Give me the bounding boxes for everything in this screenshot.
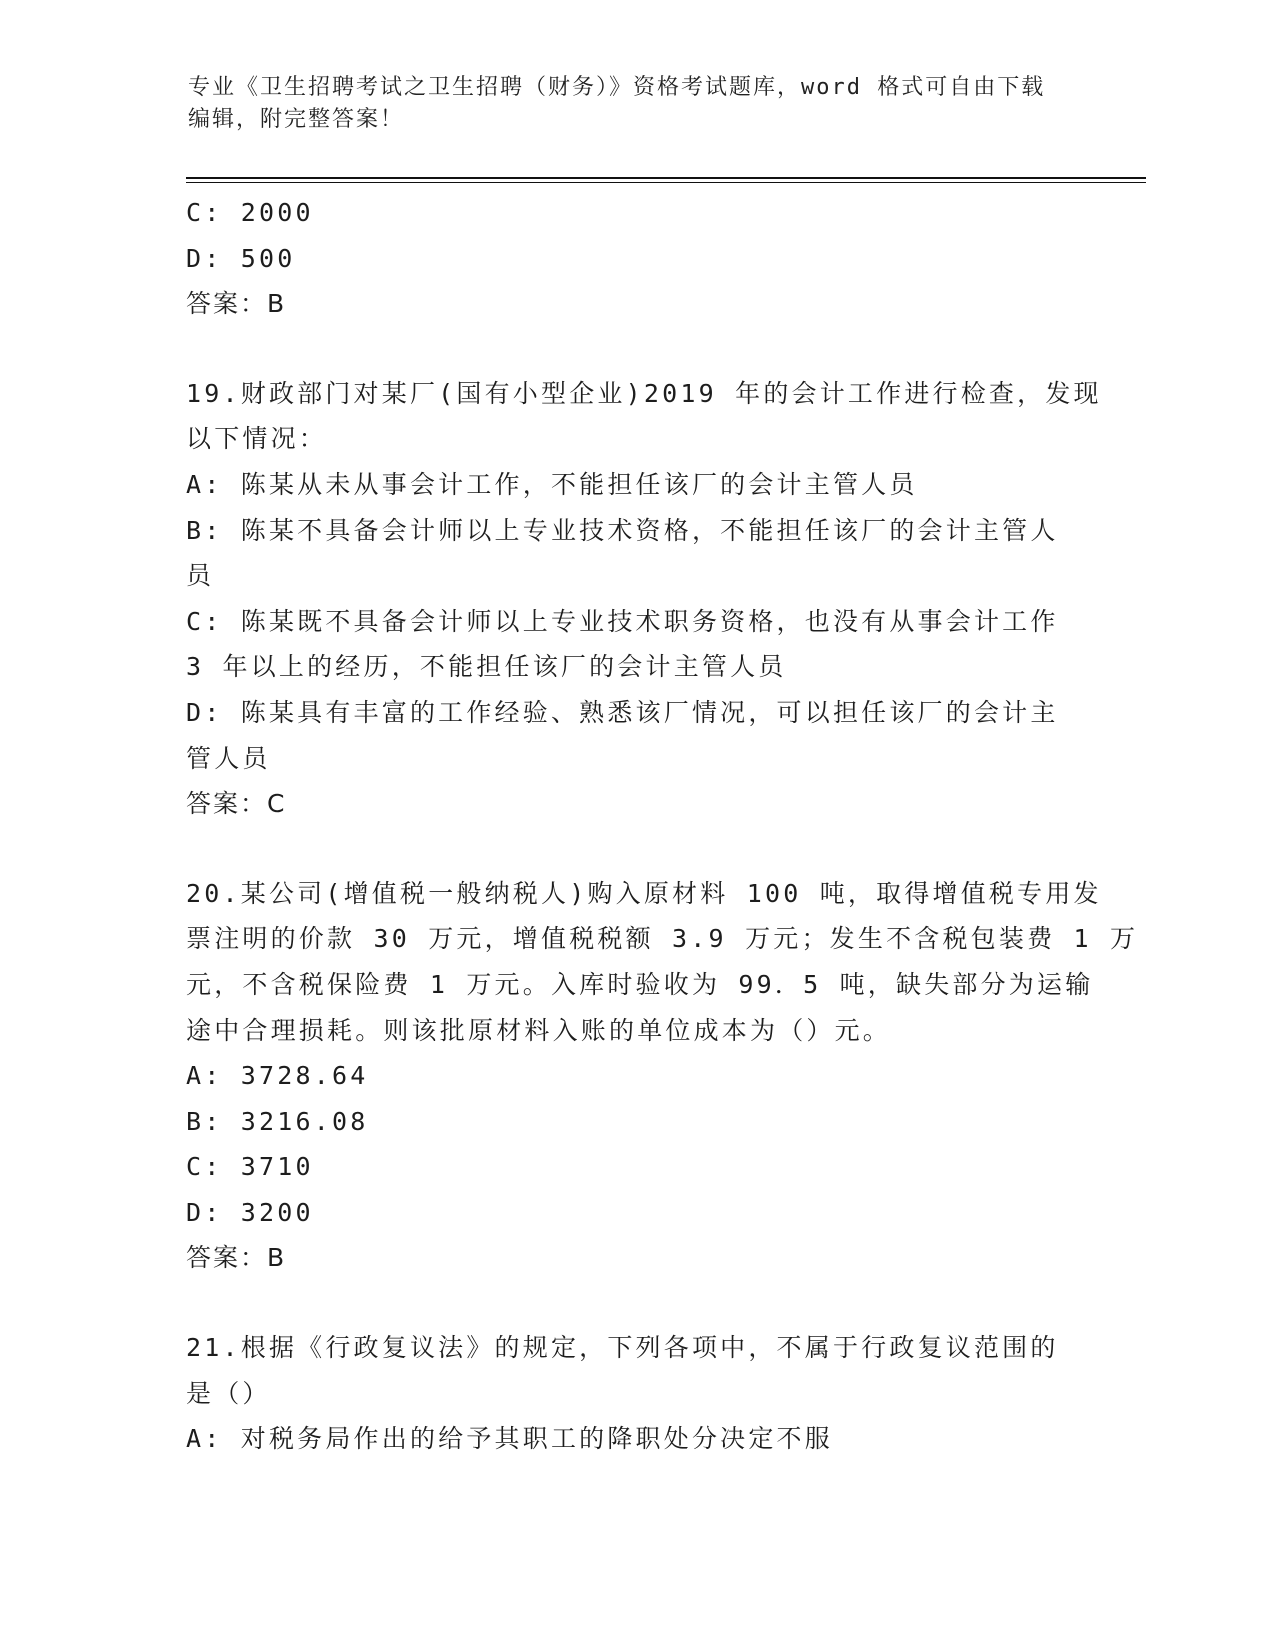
option-c-continued: 3 年以上的经历，不能担任该厂的会计主管人员: [186, 652, 787, 682]
question-stem: 元，不含税保险费 1 万元。入库时验收为 99．5 吨，缺失部分为运输: [186, 969, 1094, 999]
question-stem: 以下情况：: [186, 424, 328, 454]
option-b: B: 3216.08: [186, 1106, 369, 1136]
option-a: A: 3728.64: [186, 1061, 369, 1091]
question-stem: 途中合理损耗。则该批原材料入账的单位成本为（）元。: [186, 1015, 892, 1045]
option-d: D: 3200: [186, 1197, 314, 1227]
option-c: C: 2000: [186, 198, 314, 227]
option-c: C: 陈某既不具备会计师以上专业技术职务资格，也没有从事会计工作: [186, 606, 1059, 636]
question-stem: 19.财政部门对某厂(国有小型企业)2019 年的会计工作进行检查，发现: [186, 378, 1102, 408]
answer: 答案：B: [186, 289, 287, 319]
question-content: [186, 190, 1139, 1462]
option-d: D: 500: [186, 243, 296, 273]
option-c: C: 3710: [186, 1152, 314, 1182]
question-stem: 21.根据《行政复议法》的规定，下列各项中，不属于行政复议范围的: [186, 1333, 1059, 1363]
spacer: [186, 1281, 1086, 1325]
question-20: [186, 871, 1139, 1281]
question-18-tail: [186, 190, 1086, 327]
option-b-continued: 员: [186, 561, 215, 591]
question-stem: 票注明的价款 30 万元，增值税税额 3.9 万元；发生不含税包装费 1 万: [186, 924, 1139, 954]
document-header: [188, 72, 1088, 136]
answer: 答案：B: [186, 1243, 287, 1273]
question-stem: 20.某公司(增值税一般纳税人)购入原材料 100 吨，取得增值税专用发: [186, 878, 1102, 908]
question-21: [186, 1325, 1086, 1462]
option-b: B: 陈某不具备会计师以上专业技术资格，不能担任该厂的会计主管人: [186, 515, 1059, 545]
question-stem: 是（）: [186, 1378, 271, 1408]
header-line-1: 专业《卫生招聘考试之卫生招聘（财务）》资格考试题库，word 格式可自由下载: [188, 75, 1046, 100]
option-d: D: 陈某具有丰富的工作经验、熟悉该厂情况，可以担任该厂的会计主: [186, 697, 1059, 727]
spacer: [186, 327, 1086, 371]
option-d-continued: 管人员: [186, 743, 271, 773]
option-a: A: 陈某从未从事会计工作，不能担任该厂的会计主管人员: [186, 469, 918, 499]
spacer: [186, 827, 1086, 871]
header-line-2: 编辑，附完整答案！: [188, 107, 405, 132]
header-divider-thick: [186, 177, 1146, 179]
option-a: A: 对税务局作出的给予其职工的降职处分决定不服: [186, 1424, 833, 1454]
answer: 答案：C: [186, 789, 287, 819]
header-divider-thin: [186, 182, 1146, 183]
question-19: [186, 371, 1102, 827]
